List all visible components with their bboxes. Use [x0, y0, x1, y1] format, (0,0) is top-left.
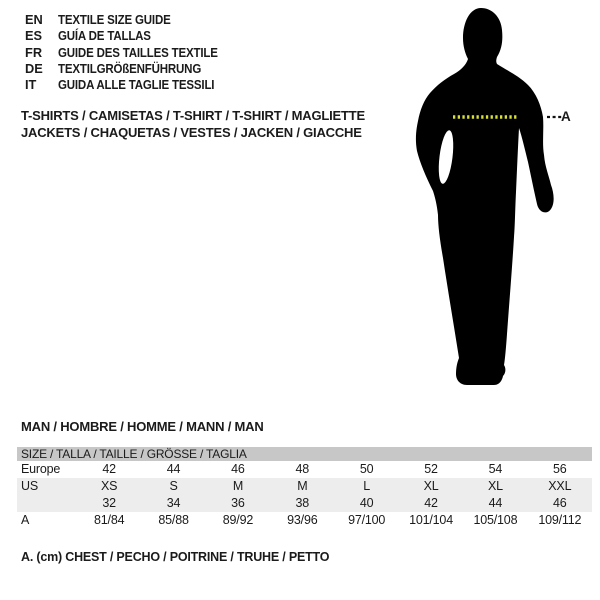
size-cell: XS: [101, 479, 118, 493]
language-row-it: [25, 77, 236, 93]
language-list: [25, 12, 236, 93]
section-title-man: MAN / HOMBRE / HOMME / MANN / MAN: [21, 419, 264, 434]
size-cell: XXL: [548, 479, 572, 493]
table-header-bar: [17, 447, 592, 461]
table-row-europe: [17, 461, 592, 478]
size-cell: 52: [424, 462, 438, 476]
size-cell: 48: [295, 462, 310, 476]
size-cell: S: [169, 479, 178, 493]
size-cell: 56: [553, 462, 567, 476]
language-row-fr: [25, 45, 236, 61]
size-cell: 40: [359, 496, 374, 510]
size-cell: M: [232, 479, 244, 493]
size-cell: 54: [488, 462, 503, 476]
size-cell: 105/108: [473, 513, 518, 527]
size-cell: 109/112: [538, 513, 582, 527]
size-cell: 85/88: [158, 513, 189, 527]
language-label: GUIDE DES TAILLES TEXTILE: [58, 44, 218, 60]
size-cell: 42: [424, 496, 438, 510]
size-cell: 50: [359, 462, 374, 476]
language-code: ES: [25, 28, 43, 44]
man-silhouette-icon: [405, 4, 583, 396]
measurement-legend: A. (cm) CHEST / PECHO / POITRINE / TRUHE / PETTO: [21, 550, 330, 564]
row-label: US: [21, 479, 38, 493]
language-row-es: [25, 28, 236, 44]
language-code: IT: [25, 77, 37, 93]
size-cell: 46: [231, 462, 245, 476]
size-cell: 42: [102, 462, 116, 476]
size-cell: M: [297, 479, 308, 493]
language-label: TEXTILGRÖßENFÜHRUNG: [58, 60, 202, 76]
language-label: TEXTILE SIZE GUIDE: [58, 12, 171, 27]
size-cell: 36: [231, 496, 245, 510]
size-cell: 101/104: [409, 513, 453, 527]
language-row-de: [25, 61, 236, 77]
table-header-label: SIZE / TALLA / TAILLE / GRÖSSE / TAGLIA: [21, 447, 247, 461]
language-label: GUÍA DE TALLAS: [58, 28, 151, 44]
size-cell: 46: [553, 496, 567, 510]
measurement-figure: [405, 4, 583, 396]
measure-label-a: A: [561, 109, 571, 124]
language-code: EN: [25, 12, 43, 27]
row-label: A: [21, 513, 30, 527]
size-cell: XL: [487, 479, 503, 493]
table-row-us-numeric: [17, 495, 592, 512]
row-label: Europe: [21, 462, 61, 476]
product-categories: [21, 108, 365, 141]
size-cell: 44: [488, 496, 503, 510]
size-cell: XL: [423, 479, 439, 493]
size-table: [17, 447, 592, 529]
language-code: FR: [25, 44, 43, 60]
size-cell: 32: [102, 496, 116, 510]
size-cell: 38: [295, 496, 310, 510]
size-cell: 97/100: [348, 513, 386, 527]
language-code: DE: [25, 60, 43, 76]
language-row-en: [25, 12, 236, 28]
language-label: GUIDA ALLE TAGLIE TESSILI: [58, 77, 215, 93]
product-line-jackets: JACKETS / CHAQUETAS / VESTES / JACKEN / GIACCHE: [21, 124, 362, 140]
size-cell: L: [363, 479, 371, 493]
size-cell: 34: [166, 496, 181, 510]
size-cell: 89/92: [222, 513, 254, 527]
table-row-us: [17, 478, 592, 495]
size-cell: 44: [166, 462, 181, 476]
product-line-tshirts: T-SHIRTS / CAMISETAS / T-SHIRT / T-SHIRT / MAGLIETTE: [21, 108, 365, 123]
row-label: [17, 495, 77, 512]
size-cell: 93/96: [287, 513, 318, 527]
table-row-chest-a: [17, 512, 592, 529]
size-cell: 81/84: [94, 513, 125, 527]
